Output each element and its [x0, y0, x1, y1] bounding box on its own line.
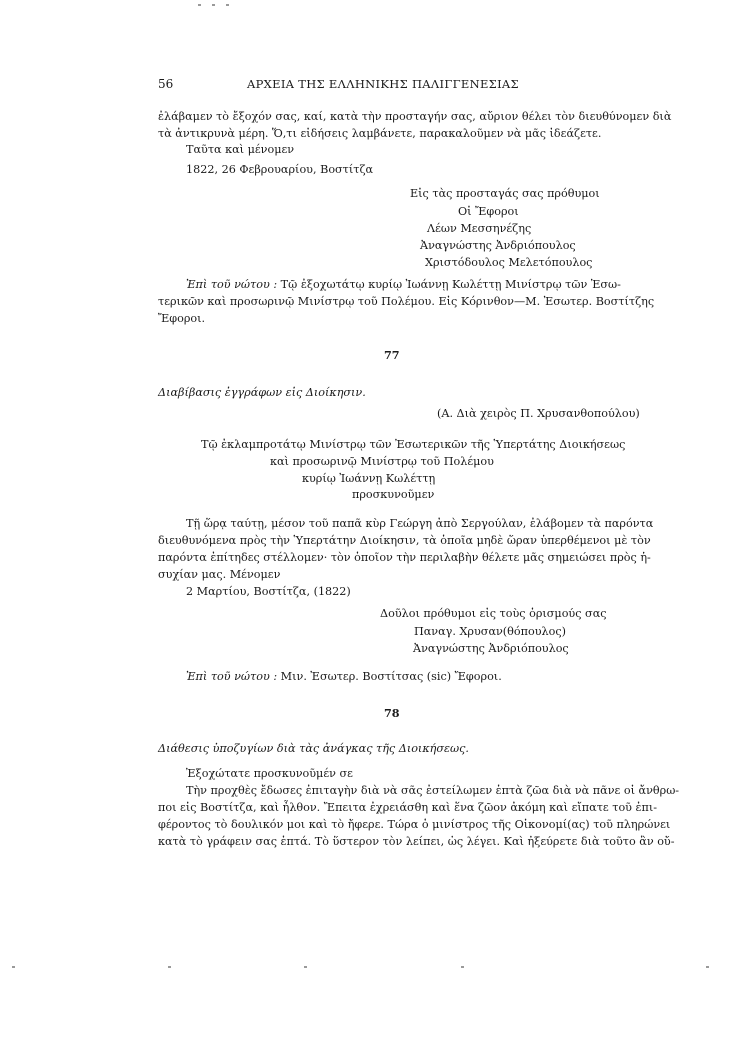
address-line: Τῷ ἐκλαμπροτάτῳ Μινίστρῳ τῶν Ἐσωτερικῶν τῆς Ὑπερτάτης Διοικήσεως	[201, 438, 626, 451]
scan-speck	[168, 966, 171, 968]
body-line: παρόντα ἐπίτηδες στέλλομεν· τὸν ὁποῖον τὴν περιλαβὴν θέλετε μᾶς σημειώσει πρὸς ἡ-	[158, 551, 651, 564]
signatory-name: Χριστόδουλος Μελετόπουλος	[425, 256, 593, 269]
body-line: συχίαν μας. Μένομεν	[158, 568, 281, 581]
scan-speck	[12, 966, 15, 968]
closing-formula: Ταῦτα καὶ μένομεν	[186, 143, 295, 156]
scan-speck	[304, 966, 307, 968]
signature-greeting: Εἰς τὰς προσταγάς σας πρόθυμοι	[410, 187, 600, 200]
signatory-name: Παναγ. Χρυσαν(θόπουλος)	[414, 625, 566, 638]
verso-line: τερικῶν καὶ προσωρινῷ Μινίστρῳ τοῦ Πολέμου. Εἰς Κόρινθον—Μ. Ἐσωτερ. Βοστίτζης	[158, 295, 655, 308]
body-line: διευθυνόμενα πρὸς τὴν Ὑπερτάτην Διοίκησιν, τὰ ὁποῖα μηδὲ ὥραν ὑπερθέμενοι μὲ τὸν	[158, 534, 651, 547]
scan-speck	[212, 4, 215, 6]
document-subject: Διαβίβασις ἐγγράφων εἰς Διοίκησιν.	[158, 386, 366, 399]
date-place: 2 Μαρτίου, Βοστίτζα, (1822)	[186, 585, 351, 598]
body-line: Τὴν προχθὲς ἔδωσες ἐπιταγὴν διὰ νὰ σᾶς ἐστείλωμεν ἑπτὰ ζῶα διὰ νὰ πᾶνε οἱ ἄνθρω-	[186, 784, 680, 797]
signatory-name: Ἀναγνώστης Ἀνδριόπουλος	[420, 239, 576, 252]
scan-speck	[706, 966, 709, 968]
body-line: ποι εἰς Βοστίτζα, καὶ ἦλθον. Ἔπειτα ἐχρειάσθη καὶ ἕνα ζῶον ἀκόμη καὶ εἴπατε τοῦ ἐπι-	[158, 801, 658, 814]
verso-note	[186, 276, 621, 293]
signature-greeting: Δοῦλοι πρόθυμοι εἰς τοὺς ὁρισμούς σας	[380, 607, 607, 620]
running-title: ΑΡΧΕΙΑ ΤΗΣ ΕΛΛΗΝΙΚΗΣ ΠΑΛΙΓΓΕΝΕΣΙΑΣ	[247, 77, 519, 91]
body-line: κατὰ τὸ γράφειν σας ἑπτά. Τὸ ὕστερον τὸν λείπει, ὡς λέγει. Καὶ ἠξεύρετε διὰ τοῦτο ἂν οὔ-	[158, 835, 675, 848]
document-number: 77	[384, 348, 400, 362]
verso-label: Ἐπὶ τοῦ νώτου :	[186, 278, 278, 291]
verso-text: Τῷ ἐξοχωτάτῳ κυρίῳ Ἰωάννῃ Κωλέττῃ Μινίστρῳ τῶν Ἐσω-	[280, 278, 621, 291]
body-line: Τῇ ὥρᾳ ταύτῃ, μέσον τοῦ παπᾶ κὺρ Γεώργη ἀπὸ Σεργούλαν, ἐλάβομεν τὰ παρόντα	[186, 517, 654, 530]
scan-speck	[226, 4, 229, 6]
page-number: 56	[158, 77, 174, 91]
signatory-name: Ἀναγνώστης Ἀνδριόπουλος	[413, 642, 569, 655]
date-place: 1822, 26 Φεβρουαρίου, Βοστίτζα	[186, 163, 374, 176]
address-line: καὶ προσωρινῷ Μινίστρῳ τοῦ Πολέμου	[270, 455, 494, 468]
body-line: τὰ ἀντικρυνὰ μέρη. Ὅ,τι εἰδήσεις λαμβάνετε, παρακαλοῦμεν νὰ μᾶς ἰδεάζετε.	[158, 127, 602, 140]
document-subject: Διάθεσις ὑποζυγίων διὰ τὰς ἀνάγκας τῆς Διοικήσεως.	[158, 742, 469, 755]
signatory-name: Λέων Μεσσηνέζης	[427, 222, 532, 235]
signature-title: Οἱ Ἔφοροι	[458, 205, 519, 218]
source-note: (Α. Διὰ χειρὸς Π. Χρυσανθοπούλου)	[437, 407, 640, 420]
scan-speck	[461, 966, 464, 968]
address-greeting: προσκυνοῦμεν	[352, 488, 435, 501]
document-number: 78	[384, 706, 400, 720]
body-line: ἐλάβαμεν τὸ ἔξοχόν σας, καί, κατὰ τὴν προσταγήν σας, αὔριον θέλει τὸν διευθύνομεν διὰ	[158, 110, 672, 123]
verso-text: Μιν. Ἐσωτερ. Βοστίτσας (sic) Ἔφοροι.	[280, 670, 502, 683]
scan-speck	[198, 4, 201, 6]
address-line: κυρίῳ Ἰωάννῃ Κωλέττῃ	[302, 472, 436, 485]
verso-line: Ἔφοροι.	[158, 312, 206, 325]
verso-label: Ἐπὶ τοῦ νώτου :	[186, 670, 278, 683]
body-line: φέροντος τὸ δουλικόν μοι καὶ τὸ ἤφερε. Τώρα ὁ μινίστρος τῆς Οἰκονομί(ας) τοῦ πληρώνει	[158, 818, 671, 831]
salutation: Ἐξοχώτατε προσκυνοῦμέν σε	[186, 767, 353, 780]
verso-note	[186, 668, 502, 685]
